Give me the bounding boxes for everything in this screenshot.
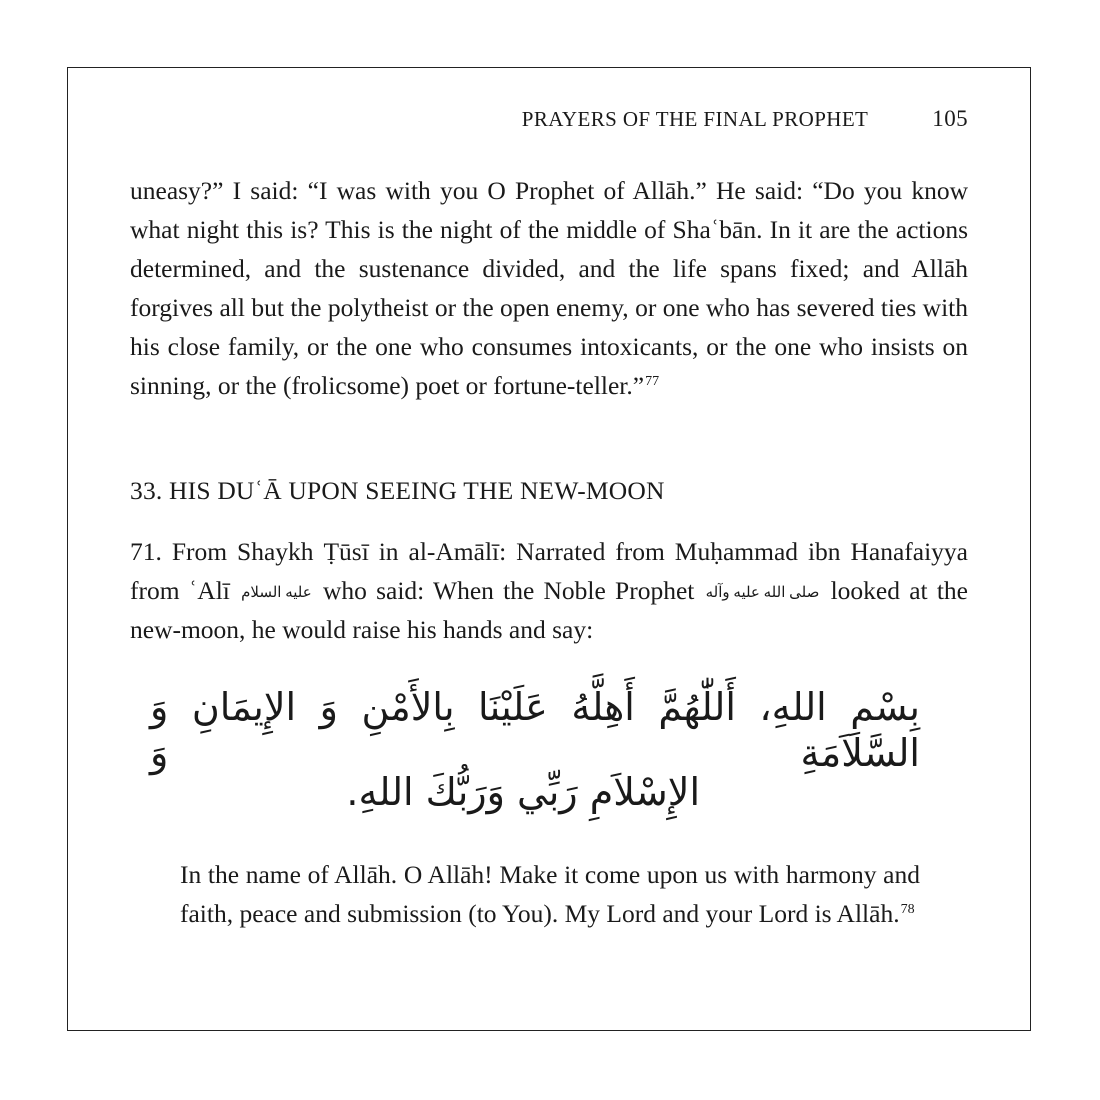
dua-translation [180,855,920,933]
hadith-text-part-3: looked at the new-moon, he would raise his hands and say: [130,576,968,644]
arabic-dua-line-2: الإِسْلاَمِ رَبِّي وَرَبُّكَ اللهِ. [346,770,700,814]
arabic-dua-line-1: بِسْمِ اللهِ، أَللّٰهُمَّ أَهِلَّهُ عَلَيْنَا بِالأَمْنِ وَ الإِيمَانِ وَ السَّلاَمَةِ وَ [150,685,920,775]
running-header [130,106,968,132]
section-heading: 33. HIS DUʿĀ UPON SEEING THE NEW-MOON [130,476,665,505]
hadith-text-part-2: who said: When the Noble Prophet [322,576,695,605]
hadith-text-part-1: 71. From Shaykh Ṭūsī in al-Amālī: Narrated from Muḥammad ibn Hanafaiyya from ʿAlī [130,537,968,605]
translation-text: In the name of Allāh. O Allāh! Make it come upon us with harmony and faith, peace and submission (to You). My Lord and your Lord is Allāh. [180,860,920,928]
footnote-marker: 78 [900,901,915,917]
page-number: 105 [932,106,968,131]
honorific-salawat: صلى الله عليه وآله [705,584,820,601]
running-title: PRAYERS OF THE FINAL PROPHET [521,107,869,131]
footnote-marker: 77 [645,373,660,389]
paragraph-text: uneasy?” I said: “I was with you O Prophet of Allāh.” He said: “Do you know what night this is? This is the night of the middle of Shaʿbān. In it are the actions determined, and the sustenance divided, and the life spans fixed; and Allāh forgives all but the polytheist or the open enemy, or one who has severed ties with his close family, or the one who consumes intoxicants, or the one who insists on sinning, or the (frolicsome) poet or fortune-teller.” [130,176,968,400]
hadith-paragraph [130,532,968,649]
honorific-alayhi-salam: عليه السلام [241,584,312,601]
paragraph-continuation [130,171,968,405]
